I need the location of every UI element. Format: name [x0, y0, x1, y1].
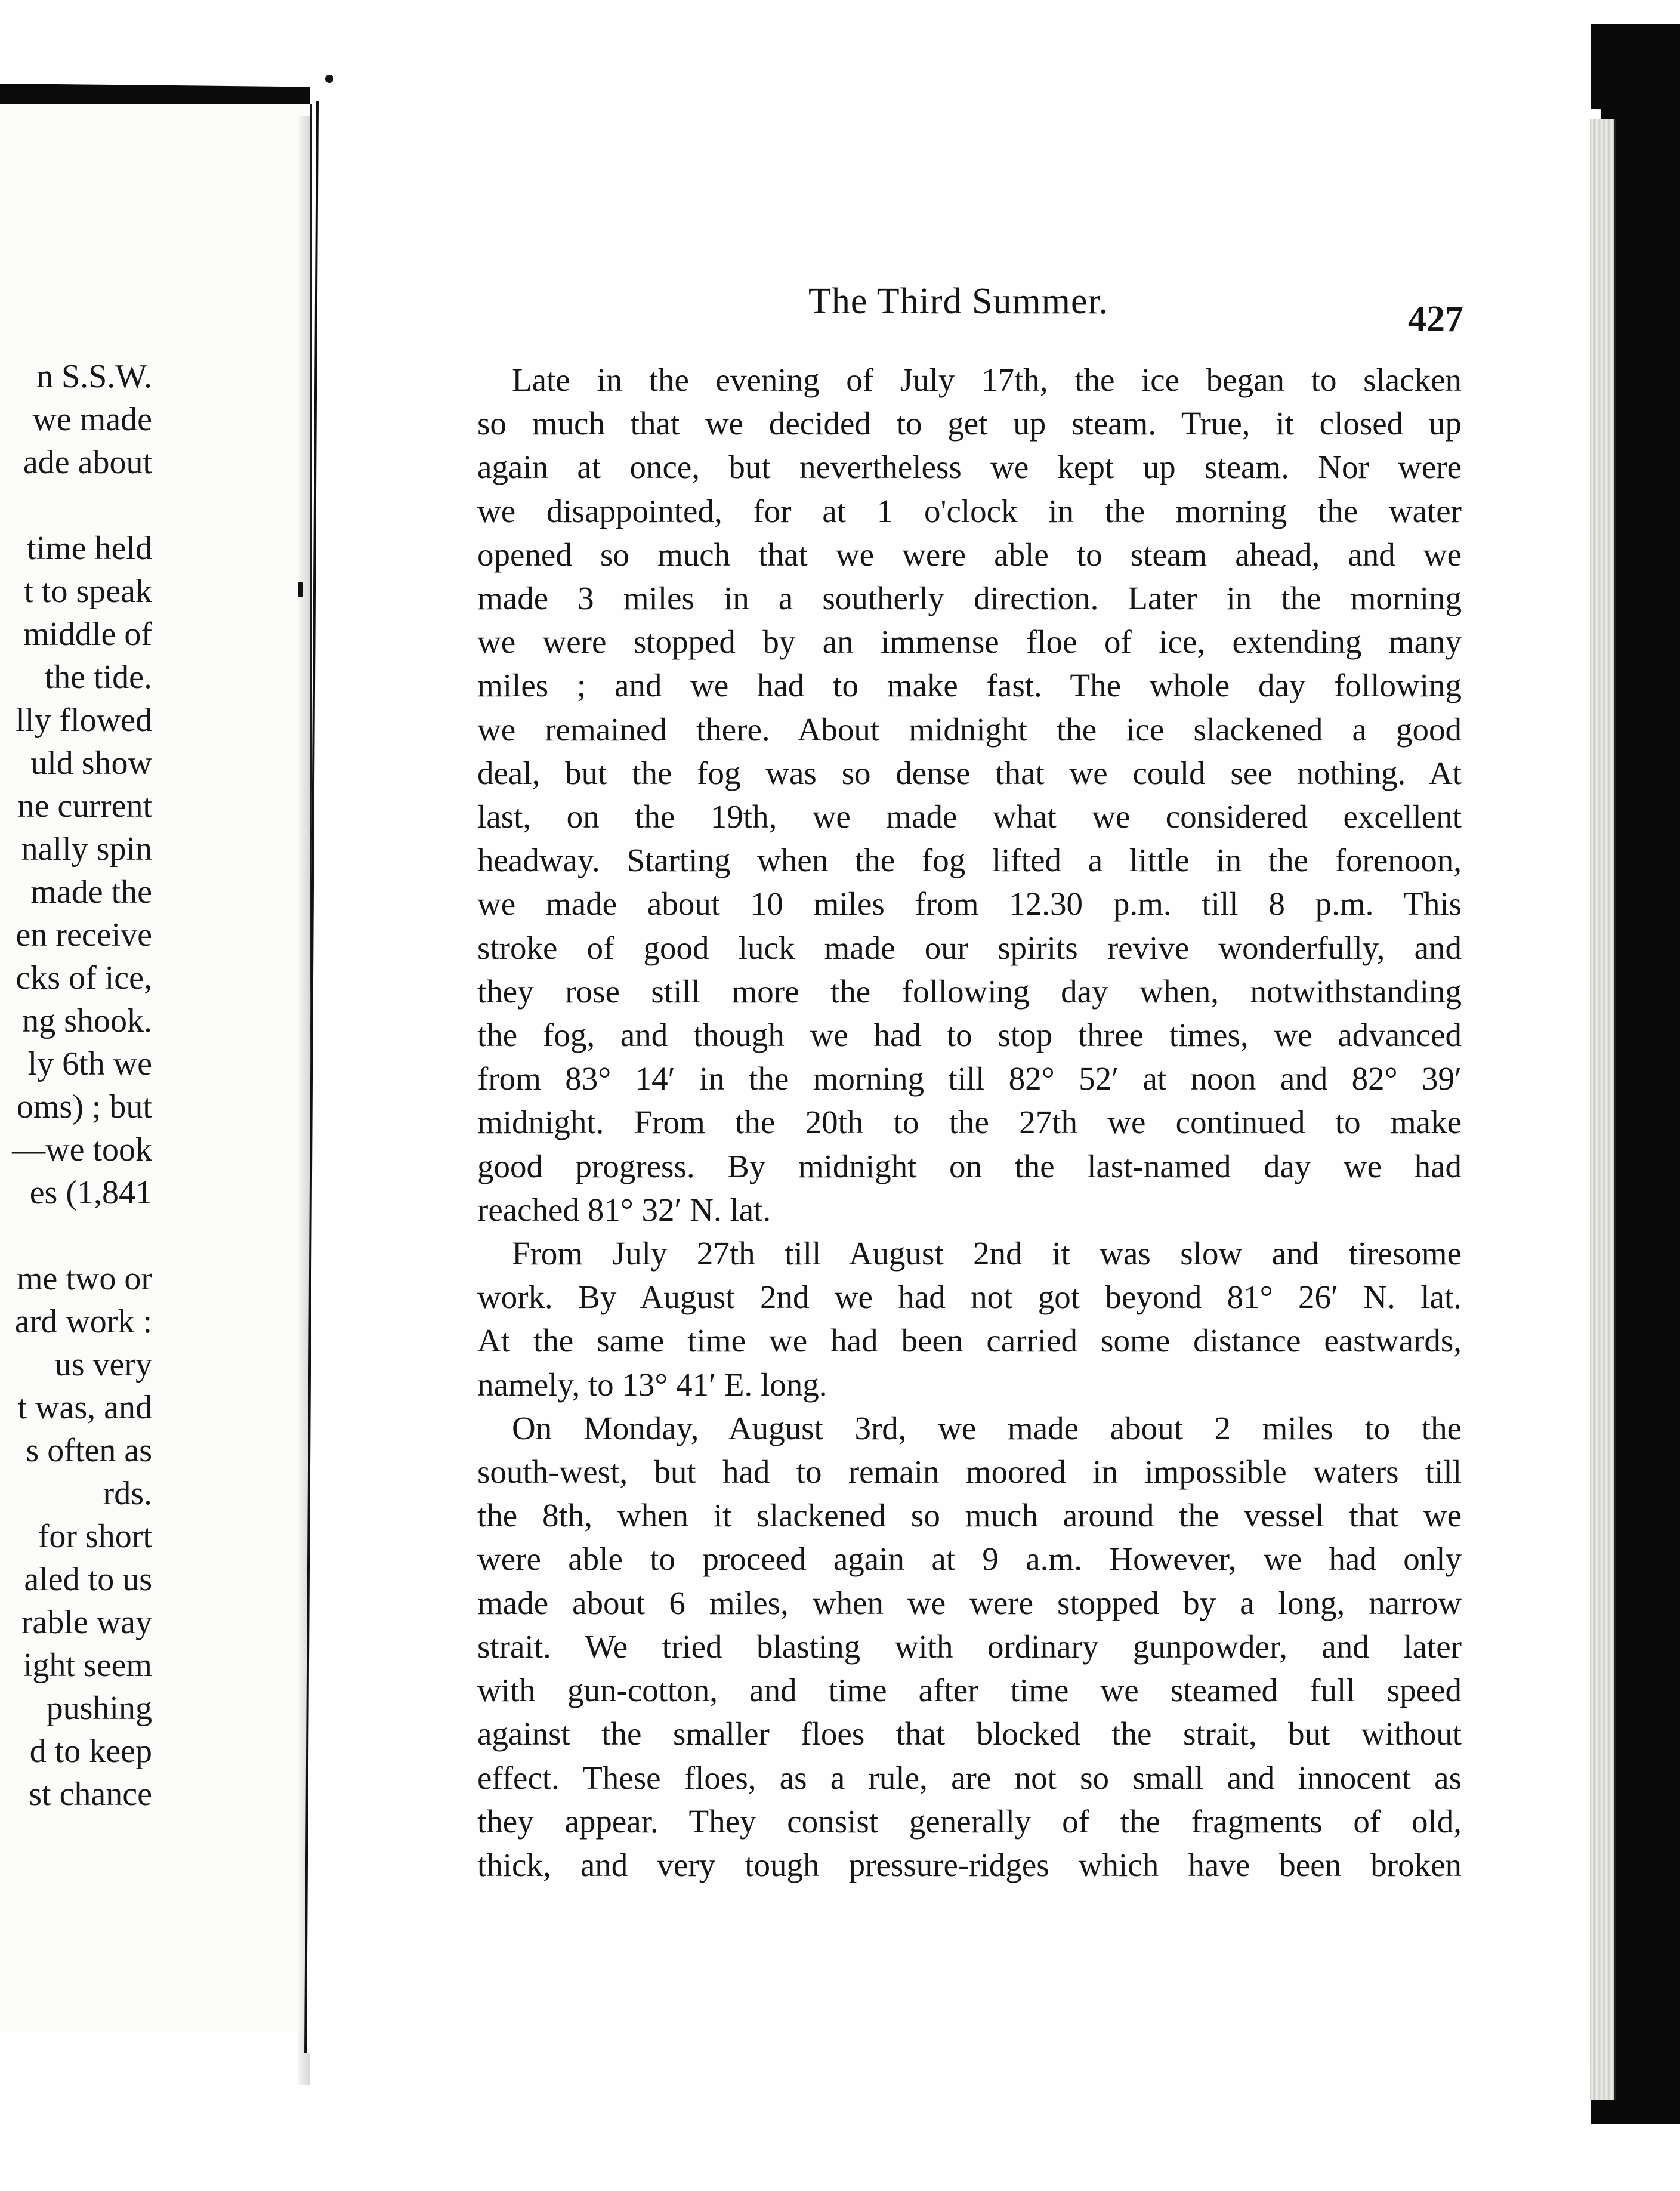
body-text: [477, 358, 1462, 1887]
text-line: with gun-cotton, and time after time we steamed full speed: [477, 1672, 1462, 1709]
text-line: they appear. They consist generally of the fragments of old,: [477, 1803, 1462, 1840]
text-line: headway. Starting when the fog lifted a little in the forenoon,: [477, 842, 1462, 879]
left-line: time held: [27, 530, 152, 567]
text-line: thick, and very tough pressure-ridges which have been broken: [477, 1846, 1462, 1883]
left-line: oms) ; but: [16, 1088, 152, 1125]
left-line: rable way: [21, 1604, 152, 1641]
left-line: ard work :: [14, 1303, 152, 1340]
text-line: stroke of good luck made our spirits revive wonderfully, and: [477, 929, 1462, 966]
text-line: From July 27th till August 2nd it was slow and tiresome: [512, 1235, 1462, 1272]
text-line: midnight. From the 20th to the 27th we continued to make: [477, 1104, 1462, 1141]
left-line: st chance: [29, 1776, 152, 1813]
left-line: t to speak: [24, 573, 152, 610]
text-line: the fog, and though we had to stop three times, we advanced: [477, 1017, 1462, 1054]
text-line: At the same time we had been carried some distance eastwards,: [477, 1322, 1462, 1359]
left-line: uld show: [30, 745, 152, 782]
left-line: lly flowed: [16, 702, 152, 739]
text-line: deal, but the fog was so dense that we could see nothing. At: [477, 754, 1462, 791]
scan-speck: [325, 75, 333, 83]
text-line: the 8th, when it slackened so much around the vessel that we: [477, 1497, 1462, 1534]
left-line: es (1,841: [29, 1174, 152, 1211]
left-line: nally spin: [21, 831, 152, 868]
left-line: for short: [38, 1518, 152, 1555]
text-line: against the smaller floes that blocked the strait, but without: [477, 1715, 1462, 1752]
text-line: we remained there. About midnight the ice slackened a good: [477, 711, 1462, 748]
left-line: rds.: [103, 1475, 152, 1512]
left-page: [0, 104, 312, 2032]
text-line: from 83° 14′ in the morning till 82° 52′ at noon and 82° 39′: [477, 1060, 1462, 1097]
left-line: pushing: [46, 1690, 152, 1727]
text-line: they rose still more the following day when, notwithstanding: [477, 973, 1462, 1010]
text-line: made 3 miles in a southerly direction. Later in the morning: [477, 580, 1462, 617]
text-line: we made about 10 miles from 12.30 p.m. till 8 p.m. This: [477, 885, 1462, 922]
left-line: n S.S.W.: [36, 358, 152, 395]
text-line: again at once, but nevertheless we kept up steam. Nor were: [477, 449, 1462, 486]
left-line: the tide.: [44, 659, 152, 696]
text-line: were able to proceed again at 9 a.m. However, we had only: [477, 1541, 1462, 1578]
text-line: we were stopped by an immense floe of ice, extending many: [477, 624, 1462, 661]
left-line: made the: [30, 874, 152, 911]
text-line: we disappointed, for at 1 o'clock in the morning the water: [477, 492, 1462, 529]
text-line: strait. We tried blasting with ordinary gunpowder, and later: [477, 1628, 1462, 1665]
text-line: namely, to 13° 41′ E. long.: [477, 1366, 827, 1403]
left-line: s often as: [26, 1432, 152, 1469]
left-line: t was, and: [17, 1389, 152, 1426]
scan-speck: [298, 582, 303, 597]
left-line: middle of: [23, 616, 152, 653]
left-line: ly 6th we: [27, 1045, 152, 1082]
text-line: opened so much that we were able to steam ahead, and we: [477, 536, 1462, 573]
left-line: us very: [54, 1346, 152, 1383]
left-line: —we took: [12, 1131, 152, 1168]
page-number: 427: [1408, 299, 1463, 340]
text-line: On Monday, August 3rd, we made about 2 miles to the: [512, 1409, 1462, 1446]
text-line: good progress. By midnight on the last-named day we had: [477, 1147, 1462, 1184]
left-line: we made: [32, 401, 152, 438]
left-line: ade about: [23, 444, 152, 481]
text-line: south-west, but had to remain moored in impossible waters till: [477, 1454, 1462, 1491]
left-line: cks of ice,: [16, 959, 152, 996]
text-line: so much that we decided to get up steam. True, it closed up: [477, 405, 1462, 442]
left-line: d to keep: [29, 1733, 152, 1770]
running-head: The Third Summer.: [808, 281, 1109, 322]
text-line: last, on the 19th, we made what we considered excellent: [477, 798, 1462, 835]
left-line: en receive: [16, 916, 152, 953]
text-line: made about 6 miles, when we were stopped by a long, narrow: [477, 1584, 1462, 1621]
text-line: Late in the evening of July 17th, the ice began to slacken: [512, 362, 1462, 398]
left-line: me two or: [16, 1260, 152, 1297]
left-line: ight seem: [23, 1647, 152, 1684]
text-line: work. By August 2nd we had not got beyond 81° 26′ N. lat.: [477, 1279, 1462, 1316]
left-line: aled to us: [24, 1561, 152, 1598]
left-line: ng shook.: [22, 1002, 152, 1039]
page-edges: [1590, 119, 1616, 2100]
text-line: effect. These floes, as a rule, are not so small and innocent as: [477, 1759, 1462, 1796]
left-line: ne current: [17, 788, 152, 825]
text-line: reached 81° 32′ N. lat.: [477, 1191, 771, 1228]
text-line: miles ; and we had to make fast. The whole day following: [477, 667, 1462, 704]
